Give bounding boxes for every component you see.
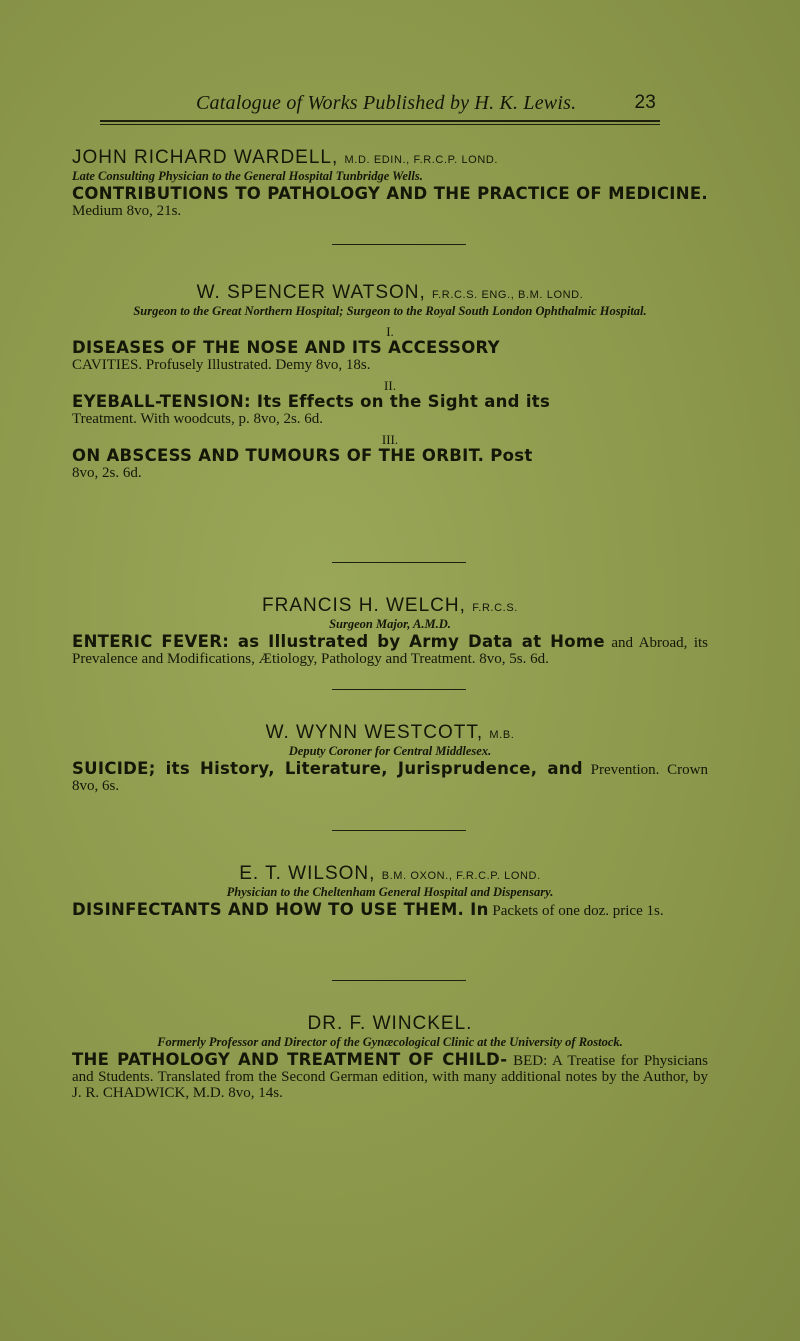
work-item (72, 340, 708, 373)
work-title: CONTRIBUTIONS TO PATHOLOGY AND THE PRACTICE OF MEDICINE. (72, 184, 708, 203)
author-name: DR. F. WINCKEL. (307, 1013, 473, 1034)
author-line (72, 722, 708, 744)
work-item (72, 186, 708, 219)
work-title: THE PATHOLOGY AND TREATMENT OF CHILD- (72, 1050, 508, 1069)
work-title: DISEASES OF THE NOSE AND ITS ACCESSORY (72, 338, 500, 357)
work-item (72, 448, 708, 481)
author-affiliation: Formerly Professor and Director of the Gynæcological Clinic at the University of Rostock. (157, 1035, 623, 1049)
author-name: FRANCIS H. WELCH, (262, 595, 466, 616)
catalogue-entry (72, 282, 708, 481)
work-detail: Prevention. Crown 8vo, 6s. (72, 762, 708, 794)
author-affiliation: Surgeon to the Great Northern Hospital; Surgeon to the Royal South London Ophthalmic Hospital. (133, 304, 647, 318)
author-line (72, 147, 708, 169)
author-degrees: B.M. OXON., F.R.C.P. LOND. (381, 870, 541, 882)
catalogue-entry (72, 863, 708, 919)
header-rule-thin (100, 124, 660, 125)
section-divider (332, 980, 466, 981)
work-title: ENTERIC FEVER: as Illustrated by Army Data at Home (72, 632, 605, 651)
work-title: ON ABSCESS AND TUMOURS OF THE ORBIT. Post (72, 446, 533, 465)
catalogue-entry (72, 147, 708, 219)
work-detail: BED: A Treatise for Physicians and Students. Translated from the Second German edition, with many additional notes by the Author, by J. R. CHADWICK, M.D. 8vo, 14s. (72, 1053, 709, 1101)
work-detail: and Abroad, its Prevalence and Modifications, Ætiology, Pathology and Treatment. 8vo, 5s. 6d. (72, 635, 709, 667)
header-title: Catalogue of Works Published by H. K. Lewis. (196, 92, 577, 114)
catalogue-entry (72, 722, 708, 794)
work-detail: Treatment. With woodcuts, p. 8vo, 2s. 6d. (72, 411, 324, 427)
page-number: 23 (634, 92, 656, 113)
section-divider (332, 689, 466, 690)
author-degrees: M.D. EDIN., F.R.C.P. LOND. (344, 154, 499, 166)
work-detail: Medium 8vo, 21s. (72, 203, 182, 219)
work-detail: CAVITIES. Profusely Illustrated. Demy 8vo, 18s. (72, 357, 371, 373)
author-affiliation: Late Consulting Physician to the General Hospital Tunbridge Wells. (72, 169, 423, 183)
author-line (72, 282, 708, 304)
work-numeral: I. (386, 324, 394, 339)
section-divider (332, 244, 466, 245)
header-rule (100, 120, 660, 122)
author-degrees: M.B. (489, 729, 515, 741)
work-item (72, 634, 708, 667)
work-title: DISINFECTANTS AND HOW TO USE THEM. In (72, 900, 489, 919)
work-detail: Packets of one doz. price 1s. (492, 903, 664, 919)
author-name: JOHN RICHARD WARDELL, (72, 147, 339, 168)
section-divider (332, 562, 466, 563)
author-line (72, 595, 708, 617)
work-detail: 8vo, 2s. 6d. (72, 465, 142, 481)
author-line (72, 1013, 708, 1035)
work-title: SUICIDE; its History, Literature, Jurisprudence, and (72, 759, 583, 778)
catalogue-entry (72, 595, 708, 667)
author-affiliation: Physician to the Cheltenham General Hospital and Dispensary. (226, 885, 554, 899)
running-header (196, 92, 656, 115)
author-degrees: F.R.C.S. (472, 602, 518, 614)
author-affiliation: Deputy Coroner for Central Middlesex. (288, 744, 492, 758)
catalogue-entry (72, 1013, 708, 1101)
work-title: EYEBALL-TENSION: Its Effects on the Sight and its (72, 392, 551, 411)
author-name: E. T. WILSON, (239, 863, 376, 884)
author-affiliation: Surgeon Major, A.M.D. (329, 617, 451, 631)
author-degrees: F.R.C.S. ENG., B.M. LOND. (432, 289, 584, 301)
author-name: W. WYNN WESTCOTT, (265, 722, 484, 743)
section-divider (332, 830, 466, 831)
author-line (72, 863, 708, 885)
work-item (72, 761, 708, 794)
work-item (72, 902, 708, 919)
work-numeral: II. (384, 378, 396, 393)
work-item (72, 1052, 708, 1101)
work-numeral: III. (381, 432, 399, 447)
author-name: W. SPENCER WATSON, (196, 282, 426, 303)
work-item (72, 394, 708, 427)
